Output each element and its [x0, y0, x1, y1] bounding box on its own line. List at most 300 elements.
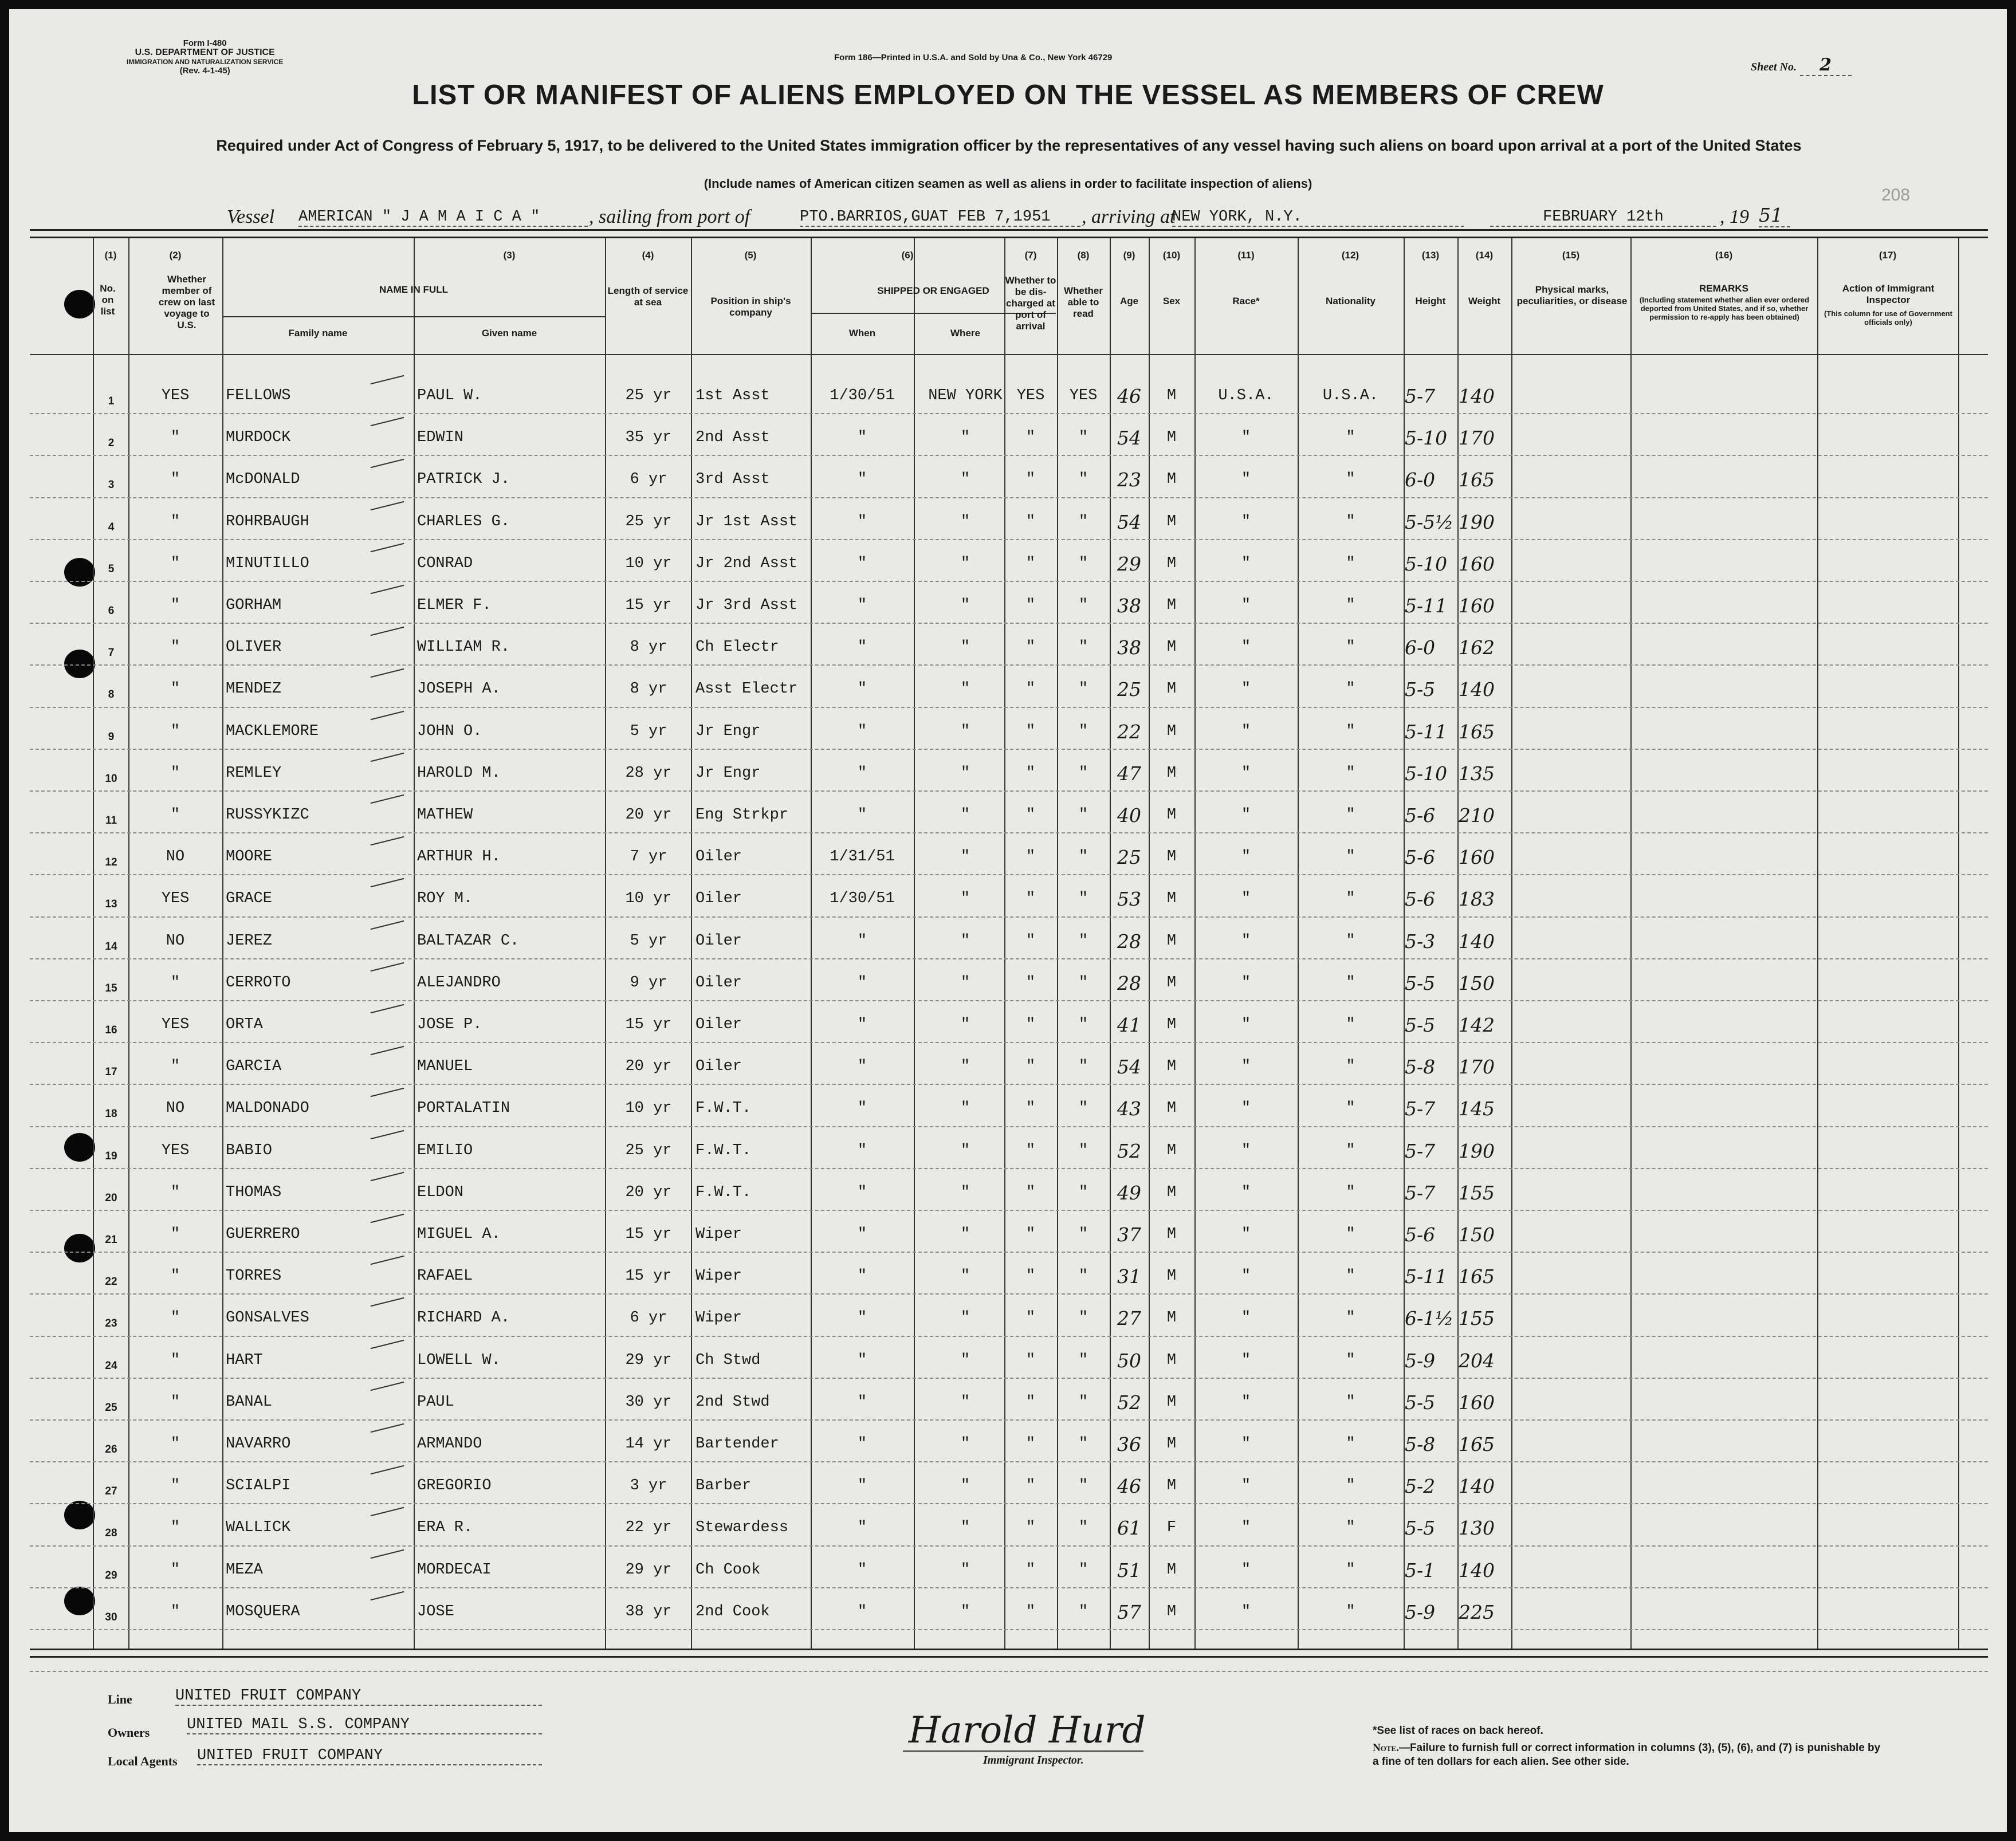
cell-sex: M: [1166, 1058, 1177, 1075]
cell-age: 38: [1117, 595, 1141, 617]
cell-age: 38: [1117, 636, 1141, 659]
form-id-line: Form I-480: [183, 38, 227, 48]
cell-where: ": [960, 890, 970, 907]
cell-discharged: ": [1025, 1142, 1036, 1159]
sheet-value: 2: [1800, 55, 1852, 76]
cell-nationality: ": [1346, 723, 1355, 740]
cell-where: ": [960, 555, 970, 572]
line-value: UNITED FRUIT COMPANY: [175, 1687, 542, 1706]
row-number: 25: [105, 1402, 117, 1414]
table-row: [9, 1561, 2007, 1590]
cell-nationality: ": [1346, 1058, 1355, 1075]
cell-discharged: ": [1025, 1352, 1036, 1369]
cell-crew: ": [170, 1352, 180, 1369]
cell-nationality: ": [1346, 1394, 1355, 1411]
cell-weight: 140: [1459, 1559, 1495, 1582]
cell-crew: ": [170, 1309, 180, 1327]
cell-race: ": [1241, 1435, 1251, 1453]
cell-given: HAROLD M.: [417, 765, 501, 782]
cell-race: ": [1241, 807, 1251, 824]
cell-family: BABIO: [226, 1142, 273, 1159]
cell-when: ": [857, 1268, 867, 1285]
cell-when: ": [857, 723, 867, 740]
col-header-race: Race*: [1232, 296, 1260, 306]
cell-sex: M: [1166, 1352, 1177, 1369]
cell-given: ERA R.: [417, 1519, 473, 1536]
cell-given: EDWIN: [417, 429, 464, 446]
column-number: (1): [104, 250, 117, 261]
cell-read: ": [1078, 1561, 1088, 1579]
form-id-line: IMMIGRATION AND NATURALIZATION SERVICE: [127, 58, 284, 66]
cell-age: 61: [1117, 1517, 1141, 1539]
cell-crew: ": [170, 639, 180, 656]
cell-where: ": [960, 1394, 970, 1411]
table-row: [9, 1265, 2007, 1296]
cell-position: Jr Engr: [695, 723, 761, 740]
cell-family: MINUTILLO: [226, 555, 309, 572]
sailing-value: PTO.BARRIOS,GUAT FEB 7,1951: [800, 209, 1080, 227]
cell-given: MATHEW: [417, 807, 473, 824]
cell-race: U.S.A.: [1218, 387, 1274, 404]
cell-discharged: ": [1025, 1016, 1036, 1033]
cell-discharged: ": [1025, 1435, 1036, 1453]
check-mark-icon: [371, 1591, 404, 1600]
cell-discharged: ": [1025, 1603, 1036, 1620]
cell-nationality: U.S.A.: [1322, 387, 1379, 404]
agents-label: Local Agents: [108, 1754, 178, 1768]
row-number: 30: [105, 1611, 117, 1623]
cell-where: ": [960, 1561, 970, 1579]
cell-when: ": [857, 555, 867, 572]
check-mark-icon: [371, 501, 404, 510]
cell-when: ": [857, 1352, 867, 1369]
cell-discharged: ": [1025, 765, 1036, 782]
cell-position: Oiler: [695, 933, 742, 950]
cell-weight: 225: [1459, 1601, 1495, 1623]
cell-service: 15 yr: [625, 1226, 672, 1243]
cell-race: ": [1241, 471, 1251, 488]
cell-given: GREGORIO: [417, 1477, 492, 1494]
form-id-line: (Rev. 4-1-45): [179, 66, 230, 76]
cell-service: 20 yr: [625, 1184, 672, 1201]
cell-weight: 140: [1459, 678, 1495, 701]
row-number: 17: [105, 1066, 117, 1078]
table-row: [9, 930, 2007, 961]
cell-discharged: ": [1025, 1184, 1036, 1201]
cell-weight: 160: [1459, 846, 1495, 868]
cell-sex: M: [1166, 890, 1177, 907]
cell-service: 10 yr: [625, 1100, 672, 1117]
cell-where: ": [960, 1309, 970, 1327]
cell-nationality: ": [1346, 1519, 1355, 1536]
table-row: [9, 471, 2007, 499]
check-mark-icon: [371, 1465, 404, 1474]
table-row: [9, 513, 2007, 542]
row-number: 29: [105, 1569, 117, 1582]
cell-position: F.W.T.: [695, 1142, 752, 1159]
cell-when: ": [857, 1309, 867, 1327]
cell-nationality: ": [1346, 848, 1355, 866]
cell-nationality: ": [1346, 890, 1355, 907]
cell-crew: NO: [166, 933, 185, 950]
cell-service: 29 yr: [625, 1561, 672, 1579]
cell-weight: 170: [1459, 1056, 1495, 1078]
cell-where: ": [960, 471, 970, 488]
cell-read: ": [1078, 680, 1088, 698]
col-header-read: Whether able to read: [1064, 285, 1103, 319]
cell-family: MALDONADO: [226, 1100, 309, 1117]
cell-read: ": [1078, 848, 1088, 866]
table-row: [9, 680, 2007, 709]
row-number: 9: [108, 731, 115, 743]
check-mark-icon: [371, 753, 404, 762]
cell-sex: M: [1166, 597, 1177, 614]
cell-discharged: ": [1025, 597, 1036, 614]
cell-height: 5-3: [1405, 930, 1436, 953]
cell-crew: YES: [161, 1016, 190, 1033]
col-header-family: Family name: [288, 328, 348, 339]
cell-race: ": [1241, 890, 1251, 907]
cell-nationality: ": [1346, 1561, 1355, 1579]
cell-crew: ": [170, 1268, 180, 1285]
cell-sex: F: [1166, 1519, 1177, 1536]
cell-nationality: ": [1346, 1142, 1355, 1159]
cell-position: Jr 1st Asst: [695, 513, 798, 530]
cell-height: 5-10: [1405, 762, 1448, 785]
col-header-position: Position in ship's company: [710, 296, 791, 318]
cell-where: ": [960, 1519, 970, 1536]
cell-nationality: ": [1346, 1226, 1355, 1243]
cell-race: ": [1241, 1226, 1251, 1243]
cell-height: 5-2: [1405, 1475, 1436, 1497]
cell-read: YES: [1069, 387, 1098, 404]
owners-value: UNITED MAIL S.S. COMPANY: [187, 1716, 542, 1734]
cell-family: MENDEZ: [226, 680, 282, 698]
cell-given: CONRAD: [417, 555, 473, 572]
check-mark-icon: [371, 668, 404, 678]
cell-crew: ": [170, 1477, 180, 1494]
cell-weight: 204: [1459, 1350, 1495, 1372]
cell-when: ": [857, 1226, 867, 1243]
cell-position: 3rd Asst: [695, 471, 770, 488]
cell-service: 3 yr: [630, 1477, 667, 1494]
cell-race: ": [1241, 1309, 1251, 1327]
cell-when: ": [857, 1394, 867, 1411]
row-number: 8: [108, 689, 115, 701]
row-rule: [30, 1671, 1988, 1672]
column-number: (13): [1421, 250, 1440, 261]
cell-when: ": [857, 639, 867, 656]
col-header-given: Given name: [481, 328, 537, 339]
cell-height: 5-10: [1405, 553, 1448, 575]
cell-where: ": [960, 1226, 970, 1243]
cell-service: 15 yr: [625, 597, 672, 614]
cell-family: ORTA: [226, 1016, 263, 1033]
row-number: 28: [105, 1527, 117, 1539]
cell-age: 29: [1117, 553, 1141, 575]
cell-height: 5-6: [1405, 888, 1436, 910]
cell-discharged: ": [1025, 513, 1036, 530]
cell-crew: ": [170, 1184, 180, 1201]
cell-position: Wiper: [695, 1268, 742, 1285]
cell-crew: ": [170, 807, 180, 824]
col-header-discharged: Whether to be dis-charged at port of arrival: [1005, 275, 1056, 332]
cell-when: ": [857, 1016, 867, 1033]
cell-crew: ": [170, 1561, 180, 1579]
cell-age: 23: [1117, 469, 1141, 491]
cell-where: ": [960, 1142, 970, 1159]
cell-weight: 160: [1459, 595, 1495, 617]
cell-where: ": [960, 765, 970, 782]
check-mark-icon: [371, 1004, 404, 1013]
column-number: (6): [901, 250, 914, 261]
cell-discharged: ": [1025, 1309, 1036, 1327]
cell-age: 28: [1117, 972, 1141, 994]
cell-when: ": [857, 1184, 867, 1201]
cell-position: Ch Cook: [695, 1561, 761, 1579]
cell-nationality: ": [1346, 1184, 1355, 1201]
check-mark-icon: [371, 1130, 404, 1139]
cell-service: 38 yr: [625, 1603, 672, 1620]
cell-race: ": [1241, 1603, 1251, 1620]
column-number: (11): [1237, 250, 1255, 261]
cell-service: 5 yr: [630, 723, 667, 740]
check-mark-icon: [371, 1214, 404, 1223]
row-number: 26: [105, 1443, 117, 1456]
cell-when: ": [857, 1603, 867, 1620]
cell-where: ": [960, 1184, 970, 1201]
cell-age: 25: [1117, 678, 1141, 701]
cell-read: ": [1078, 639, 1088, 656]
cell-race: ": [1241, 1142, 1251, 1159]
cell-position: Ch Electr: [695, 639, 779, 656]
cell-read: ": [1078, 1352, 1088, 1369]
table-row: [9, 555, 2007, 584]
cell-family: OLIVER: [226, 639, 282, 656]
cell-given: ELMER F.: [417, 597, 492, 614]
cell-service: 7 yr: [630, 848, 667, 866]
cell-discharged: ": [1025, 680, 1036, 698]
cell-nationality: ": [1346, 1477, 1355, 1494]
cell-weight: 155: [1459, 1182, 1495, 1204]
form-id-line: U.S. DEPARTMENT OF JUSTICE: [135, 48, 275, 57]
cell-given: JOSEPH A.: [417, 680, 501, 698]
cell-race: ": [1241, 1268, 1251, 1285]
check-mark-icon: [371, 1046, 404, 1055]
cell-when: ": [857, 933, 867, 950]
cell-discharged: YES: [1016, 387, 1045, 404]
cell-race: ": [1241, 1477, 1251, 1494]
cell-family: ROHRBAUGH: [226, 513, 309, 530]
row-number: 7: [108, 647, 115, 659]
cell-height: 5-1: [1405, 1559, 1436, 1582]
cell-read: ": [1078, 1226, 1088, 1243]
cell-when: ": [857, 597, 867, 614]
table-row: [9, 1309, 2007, 1338]
cell-read: ": [1078, 1268, 1088, 1285]
cell-nationality: ": [1346, 1352, 1355, 1369]
cell-sex: M: [1166, 1142, 1177, 1159]
cell-given: JOSE: [417, 1603, 454, 1620]
cell-age: 37: [1117, 1224, 1141, 1246]
col-header-sex: Sex: [1162, 296, 1181, 306]
check-mark-icon: [371, 1256, 404, 1265]
cell-weight: 170: [1459, 427, 1495, 449]
column-number: (4): [642, 250, 654, 261]
cell-service: 8 yr: [630, 680, 667, 698]
col-header-remarks: REMARKS: [1699, 283, 1748, 294]
row-number: 16: [105, 1024, 117, 1036]
cell-service: 9 yr: [630, 974, 667, 992]
cell-nationality: ": [1346, 513, 1355, 530]
col-header-action: Action of Immigrant Inspector: [1842, 283, 1935, 305]
cell-read: ": [1078, 555, 1088, 572]
cell-sex: M: [1166, 1603, 1177, 1620]
cell-read: ": [1078, 471, 1088, 488]
cell-position: Jr Engr: [695, 765, 761, 782]
cell-crew: ": [170, 765, 180, 782]
cell-given: MANUEL: [417, 1058, 473, 1075]
cell-discharged: ": [1025, 639, 1036, 656]
cell-family: MURDOCK: [226, 429, 291, 446]
cell-read: ": [1078, 1100, 1088, 1117]
year-value: 51: [1759, 204, 1790, 227]
cell-sex: M: [1166, 1435, 1177, 1453]
cell-where: ": [960, 513, 970, 530]
manifest-sheet: [9, 9, 2007, 1832]
cell-weight: 130: [1459, 1517, 1495, 1539]
cell-weight: 140: [1459, 1475, 1495, 1497]
cell-sex: M: [1166, 1561, 1177, 1579]
cell-age: 40: [1117, 804, 1141, 827]
cell-race: ": [1241, 513, 1251, 530]
cell-discharged: ": [1025, 471, 1036, 488]
column-number: (10): [1162, 250, 1181, 261]
cell-age: 53: [1117, 888, 1141, 910]
cell-when: ": [857, 1100, 867, 1117]
cell-age: 27: [1117, 1307, 1141, 1329]
cell-family: MEZA: [226, 1561, 263, 1579]
cell-position: Ch Stwd: [695, 1352, 761, 1369]
table-row: [9, 1435, 2007, 1464]
cell-weight: 150: [1459, 972, 1495, 994]
column-number: (17): [1879, 250, 1897, 261]
cell-position: Wiper: [695, 1226, 742, 1243]
inspector-signature: [909, 1709, 1145, 1752]
cell-position: Oiler: [695, 890, 742, 907]
cell-sex: M: [1166, 974, 1177, 992]
cell-race: ": [1241, 1100, 1251, 1117]
check-mark-icon: [371, 878, 404, 887]
cell-height: 5-9: [1405, 1601, 1436, 1623]
cell-position: Asst Electr: [695, 680, 798, 698]
cell-where: ": [960, 429, 970, 446]
cell-where: ": [960, 639, 970, 656]
cell-height: 5-5: [1405, 678, 1436, 701]
col-header-name: NAME IN FULL: [379, 284, 448, 295]
cell-read: ": [1078, 513, 1088, 530]
check-mark-icon: [371, 711, 404, 720]
table-row: [9, 1058, 2007, 1087]
note-text: —Failure to furnish full or correct information in columns (3), (5), (6), and (7) is punishable by a fine of ten dollars for each alien. See other side.: [1373, 1742, 1881, 1768]
column-number: (16): [1715, 250, 1733, 261]
cell-sex: M: [1166, 933, 1177, 950]
cell-nationality: ": [1346, 555, 1355, 572]
cell-when: 1/31/51: [830, 848, 895, 866]
cell-age: 46: [1117, 385, 1141, 407]
cell-crew: ": [170, 1603, 180, 1620]
cell-weight: 183: [1459, 888, 1495, 910]
cell-race: ": [1241, 974, 1251, 992]
row-number: 18: [105, 1108, 117, 1120]
vessel-label: Vessel: [227, 206, 275, 227]
cell-age: 50: [1117, 1350, 1141, 1372]
required-text: Required under Act of Congress of February 5, 1917, to be delivered to the United States immigration officer by the representatives of any vessel having such aliens on board upon arrival at a port of the United States: [216, 137, 1802, 154]
cell-discharged: ": [1025, 723, 1036, 740]
sheet-label: Sheet No.: [1751, 61, 1797, 73]
cell-service: 30 yr: [625, 1394, 672, 1411]
cell-read: ": [1078, 807, 1088, 824]
table-top-rule: [30, 229, 1988, 238]
cell-height: 5-11: [1405, 1265, 1448, 1288]
cell-where: ": [960, 1058, 970, 1075]
cell-sex: M: [1166, 639, 1177, 656]
cell-family: MOORE: [226, 848, 273, 866]
cell-read: ": [1078, 723, 1088, 740]
cell-given: JOSE P.: [417, 1016, 482, 1033]
signature-line: [903, 1750, 1143, 1752]
cell-weight: 140: [1459, 930, 1495, 953]
row-number: 19: [105, 1150, 117, 1162]
cell-weight: 140: [1459, 385, 1495, 407]
table-row: [9, 1519, 2007, 1548]
column-number: (15): [1562, 250, 1580, 261]
cell-crew: NO: [166, 1100, 185, 1117]
cell-crew: ": [170, 723, 180, 740]
cell-nationality: ": [1346, 471, 1355, 488]
cell-read: ": [1078, 765, 1088, 782]
cell-nationality: ": [1346, 1603, 1355, 1620]
table-row: [9, 848, 2007, 877]
cell-crew: ": [170, 1435, 180, 1453]
row-number: 1: [108, 395, 115, 407]
row-number: 2: [108, 437, 115, 449]
cell-given: PAUL W.: [417, 387, 482, 404]
arriving-label: , arriving at: [1082, 206, 1176, 227]
cell-when: ": [857, 1058, 867, 1075]
cell-height: 5-11: [1405, 721, 1448, 743]
table-row: [9, 1184, 2007, 1213]
cell-service: 20 yr: [625, 807, 672, 824]
cell-race: ": [1241, 933, 1251, 950]
header-separator: [30, 354, 1988, 355]
cell-sex: M: [1166, 555, 1177, 572]
cell-service: 10 yr: [625, 890, 672, 907]
cell-position: F.W.T.: [695, 1184, 752, 1201]
cell-read: ": [1078, 1016, 1088, 1033]
cell-crew: ": [170, 680, 180, 698]
cell-height: 5-7: [1405, 1140, 1436, 1162]
col-header-service: Length of service at sea: [607, 285, 689, 308]
cell-race: ": [1241, 639, 1251, 656]
cell-nationality: ": [1346, 429, 1355, 446]
cell-when: ": [857, 1519, 867, 1536]
col-header-weight: Weight: [1468, 296, 1501, 306]
table-row: [9, 1016, 2007, 1045]
cell-crew: ": [170, 1226, 180, 1243]
cell-height: 5-11: [1405, 595, 1448, 617]
cell-sex: M: [1166, 471, 1177, 488]
